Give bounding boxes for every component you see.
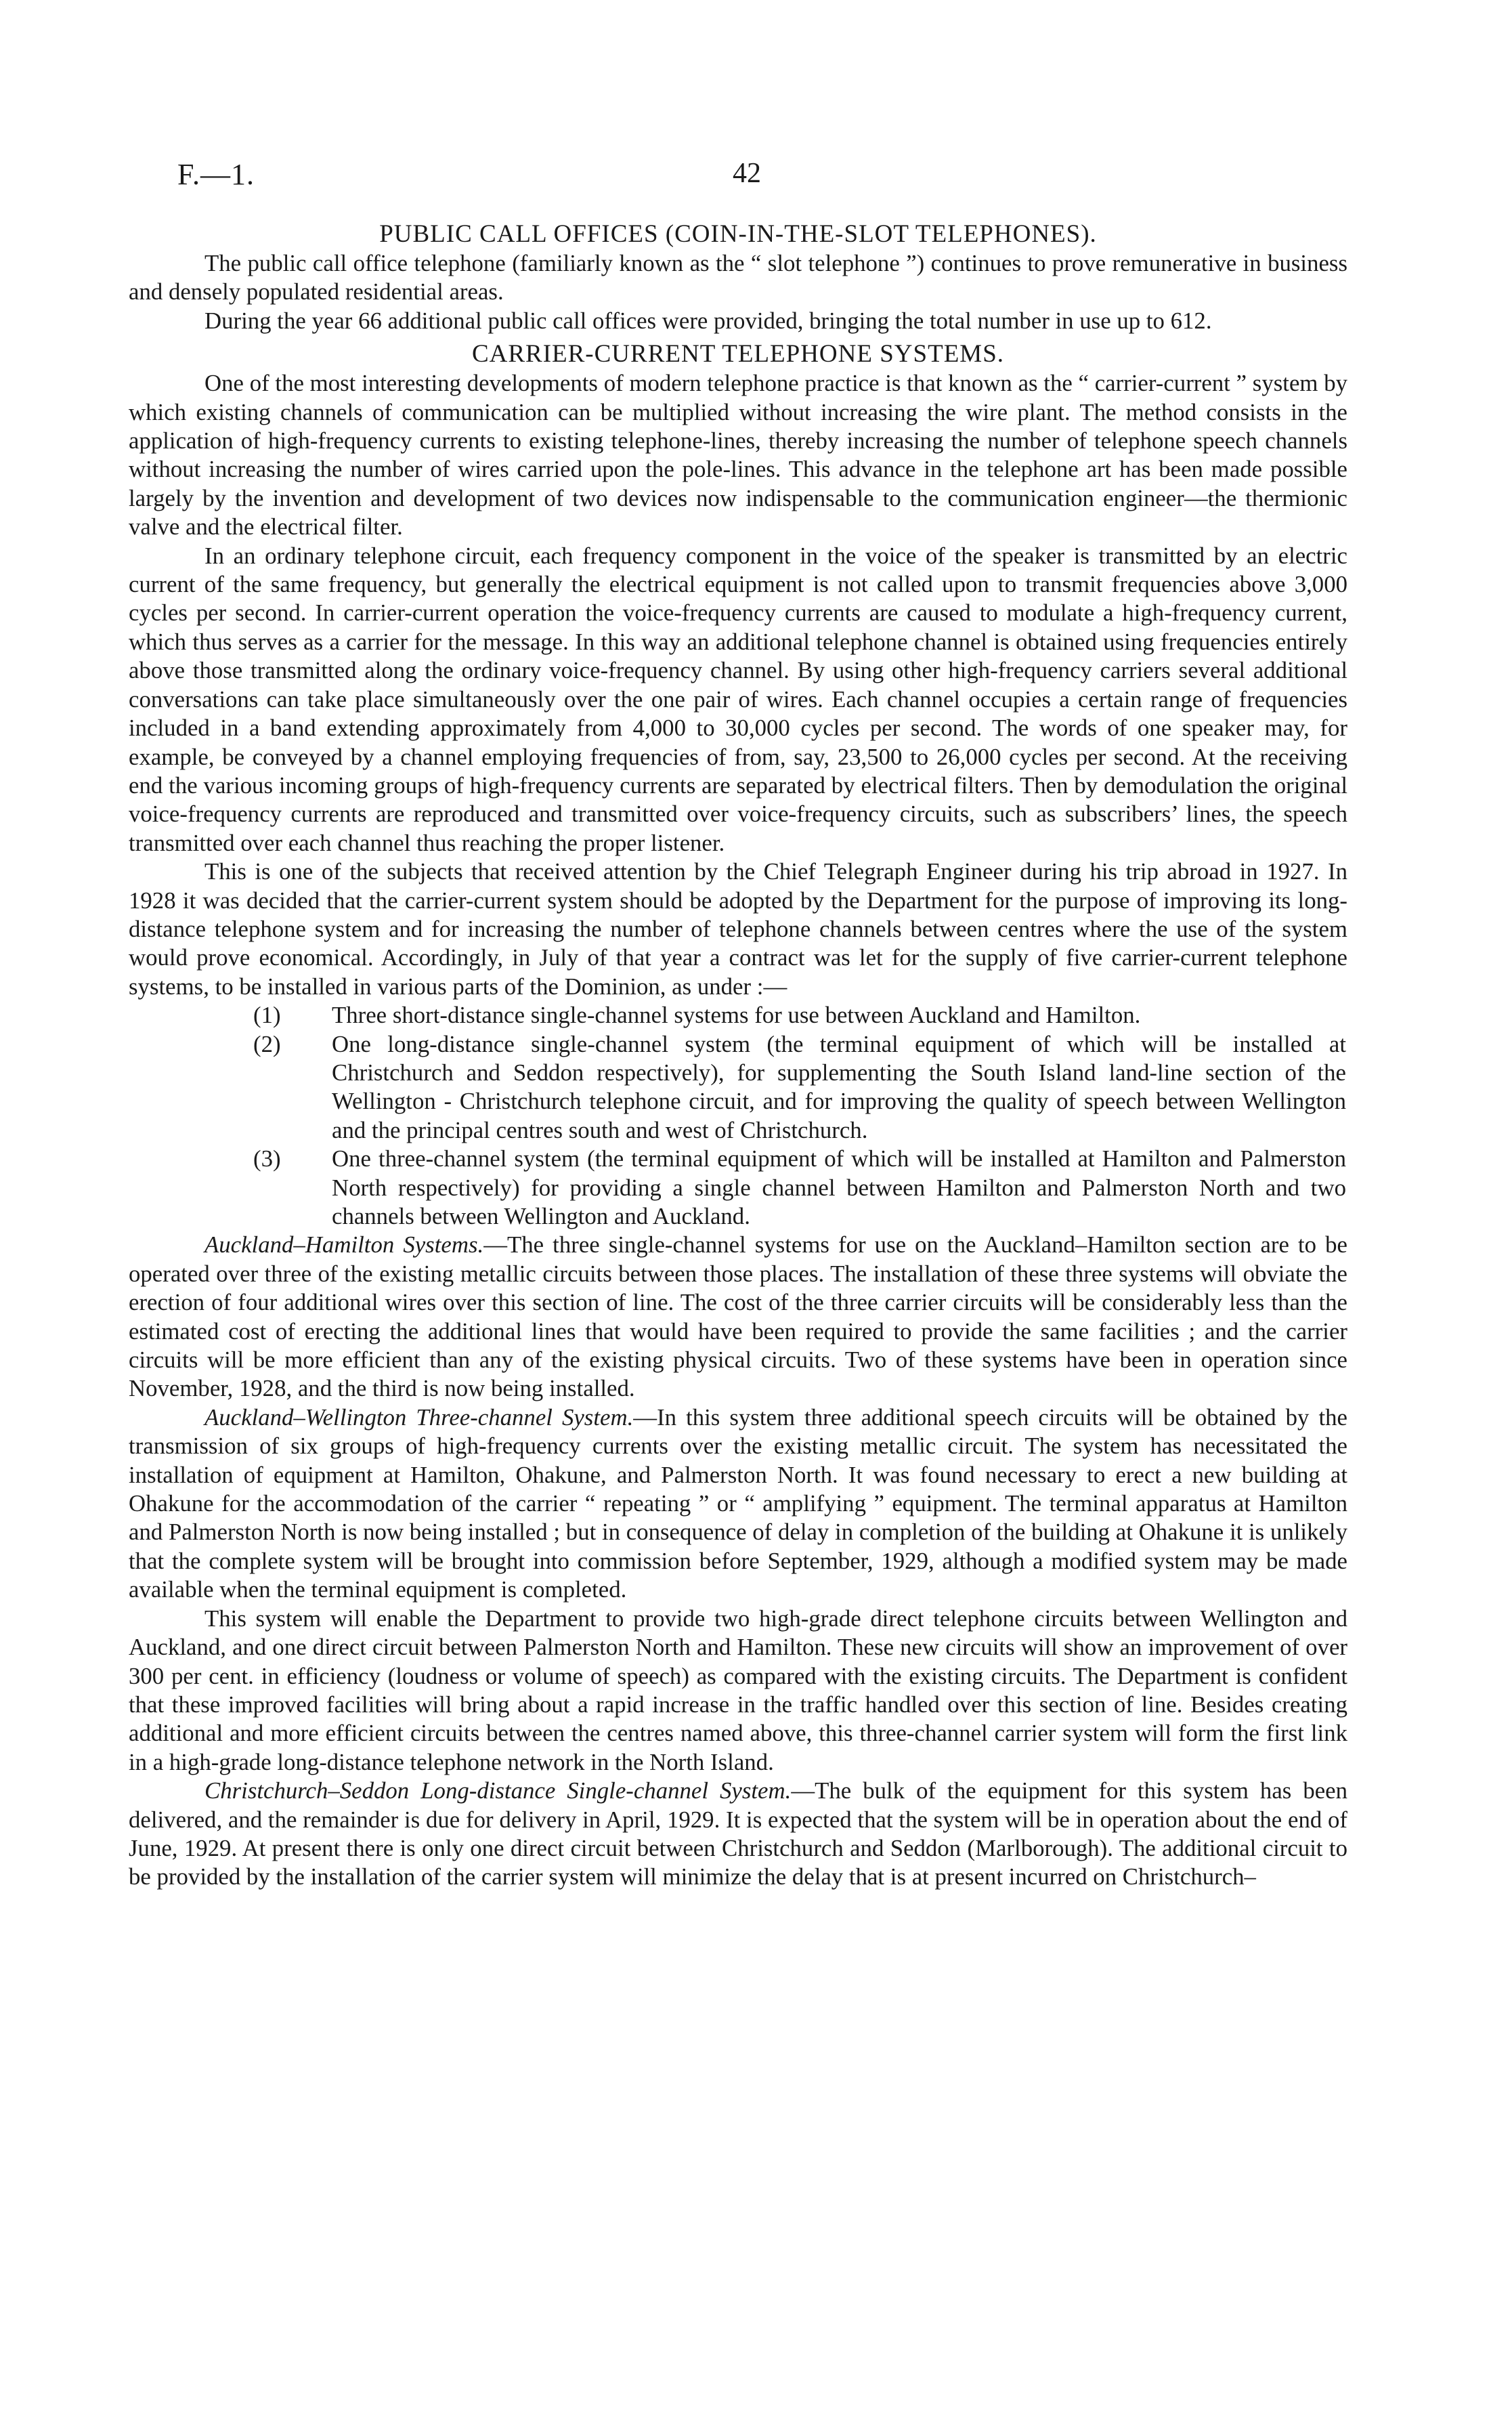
page-header	[177, 157, 1349, 198]
paragraph: This system will enable the Department to provide two high-grade direct telephone circuits between Wellington and Auckland, and one direct circuit between Palmerston North and Hamilton. These new circuits will show an improvement of over 300 per cent. in efficiency (loudness or volume of speech) as compared with the existing circuits. The Department is confident that these improved facilities will bring about a rapid increase in the traffic handled over this section of line. Besides creating additional and more efficient circuits between the centres named above, this three-channel carrier system will form the first link in a high-grade long-distance telephone network in the North Island.	[129, 1605, 1347, 1775]
list-item-number: (3)	[253, 1145, 281, 1172]
subheading-auckland-hamilton: Auckland–Hamilton Systems.	[204, 1231, 484, 1258]
paragraph: During the year 66 additional public call offices were provided, bringing the total number in use up to 612.	[204, 307, 1212, 334]
paragraph-text: —The three single-channel systems for use on the Auckland–Hamilton section are to be operated over three of the existing metallic circuits between those places. The installation of these three systems will obviate the erection of four additional wires over this section of line. The cost of the three carrier circuits will be considerably less than the estimated cost of erecting the additional lines that would have been required to provide the same facilities ; and the carrier circuits will be more efficient than any of the existing physical circuits. Two of these systems have been in operation since November, 1928, and the third is now being installed.	[129, 1231, 1347, 1402]
section-heading-carrier-current: CARRIER-CURRENT TELEPHONE SYSTEMS.	[471, 340, 1005, 368]
paragraph-christchurch-seddon	[129, 1777, 1347, 1892]
subheading-auckland-wellington: Auckland–Wellington Three-channel System.	[204, 1403, 634, 1431]
paragraph: One of the most interesting developments of modern telephone practice is that known as the “ carrier-current ” system by which existing channels of communication can be multiplied without increasing the wire plant. The method consists in the application of high-frequency currents to existing telephone-lines, thereby increasing the number of telephone speech channels without increasing the number of wires carried upon the pole-lines. This advance in the telephone art has been made possible largely by the invention and development of two devices now indispensable to the communication engineer—the thermionic valve and the electrical filter.	[129, 370, 1347, 541]
paragraph-auckland-wellington	[129, 1403, 1347, 1605]
paragraph-text: —In this system three additional speech circuits will be obtained by the transmission of six groups of high-frequency currents over the existing metallic circuit. The system has necessitated the installation of equipment at Hamilton, Ohakune, and Palmerston North. It was found necessary to erect a new building at Ohakune for the accommodation of the carrier “ repeating ” or “ amplifying ” equipment. The terminal apparatus at Hamilton and Palmerston North is now being installed ; but in consequence of delay in completion of the building at Ohakune it is unlikely that the complete system will be brought into commission before September, 1929, although a modified system may be made available when the terminal equipment is completed.	[129, 1403, 1347, 1603]
list-item	[129, 1001, 1347, 1030]
list-item-text: One three-channel system (the terminal equipment of which will be installed at Hamilton and Palmerston North respectively) for providing a single channel between Hamilton and Palmerston North and two channels between Wellington and Auckland.	[332, 1145, 1346, 1229]
document-reference: F.—1.	[177, 158, 255, 191]
list-item-text: One long-distance single-channel system (the terminal equipment of which will be installed at Christchurch and Seddon respectively), for supplementing the South Island land-line section of the Wellington - Christchurch telephone circuit, and for improving the quality of speech between Wellington and the principal centres south and west of Christchurch.	[332, 1030, 1346, 1143]
paragraph-text: —The bulk of the equipment for this system has been delivered, and the remainder is due for delivery in April, 1929. It is expected that the system will be in operation about the end of June, 1929. At present there is only one direct circuit between Christchurch and Seddon (Marlborough). The additional circuit to be provided by the installation of the carrier system will minimize the delay that is at present incurred on Christchurch–	[129, 1777, 1347, 1890]
list-item	[129, 1030, 1347, 1145]
paragraph: The public call office telephone (familiarly known as the “ slot telephone ”) continues to prove remunerative in business and densely populated residential areas.	[129, 250, 1347, 305]
list-item	[129, 1145, 1347, 1231]
list-item-number: (1)	[253, 1002, 281, 1029]
paragraph: This is one of the subjects that received attention by the Chief Telegraph Engineer during his trip abroad in 1927. In 1928 it was decided that the carrier-current system should be adopted by the Department for the purpose of improving its long-distance telephone system and for increasing the number of telephone channels between centres where the use of the system would prove economical. Accordingly, in July of that year a contract was let for the supply of five carrier-current telephone systems, to be installed in various parts of the Dominion, as under :—	[129, 858, 1347, 1000]
list-item-number: (2)	[253, 1030, 281, 1057]
paragraph-auckland-hamilton	[129, 1231, 1347, 1403]
paragraph: In an ordinary telephone circuit, each frequency component in the voice of the speaker is transmitted by an electric current of the same frequency, but generally the electrical equipment is not called upon to transmit frequencies above 3,000 cycles per second. In carrier-current operation the voice-frequency currents are caused to modulate a high-frequency current, which thus serves as a carrier for the message. In this way an additional telephone channel is obtained using frequencies entirely above those transmitted along the ordinary voice-frequency channel. By using other high-frequency carriers several additional conversations can take place simultaneously over the one pair of wires. Each channel occupies a certain range of frequencies included in a band extending approximately from 4,000 to 30,000 cycles per second. The words of one speaker may, for example, be conveyed by a channel employing frequencies of from, say, 23,500 to 26,000 cycles per second. At the receiving end the various incoming groups of high-frequency currents are separated by electrical filters. Then by demodulation the original voice-frequency currents are reproduced and transmitted over voice-frequency circuits, such as subscribers’ lines, the speech transmitted over each channel thus reaching the proper listener.	[129, 542, 1347, 856]
page-body	[129, 219, 1347, 1892]
list-item-text: Three short-distance single-channel systems for use between Auckland and Hamilton.	[332, 1002, 1141, 1029]
systems-list	[129, 1001, 1347, 1231]
page-number: 42	[733, 158, 761, 189]
subheading-christchurch-seddon: Christchurch–Seddon Long-distance Single-channel System.	[204, 1777, 792, 1804]
section-heading-public-call-offices: PUBLIC CALL OFFICES (COIN-IN-THE-SLOT TELEPHONES).	[379, 220, 1097, 248]
